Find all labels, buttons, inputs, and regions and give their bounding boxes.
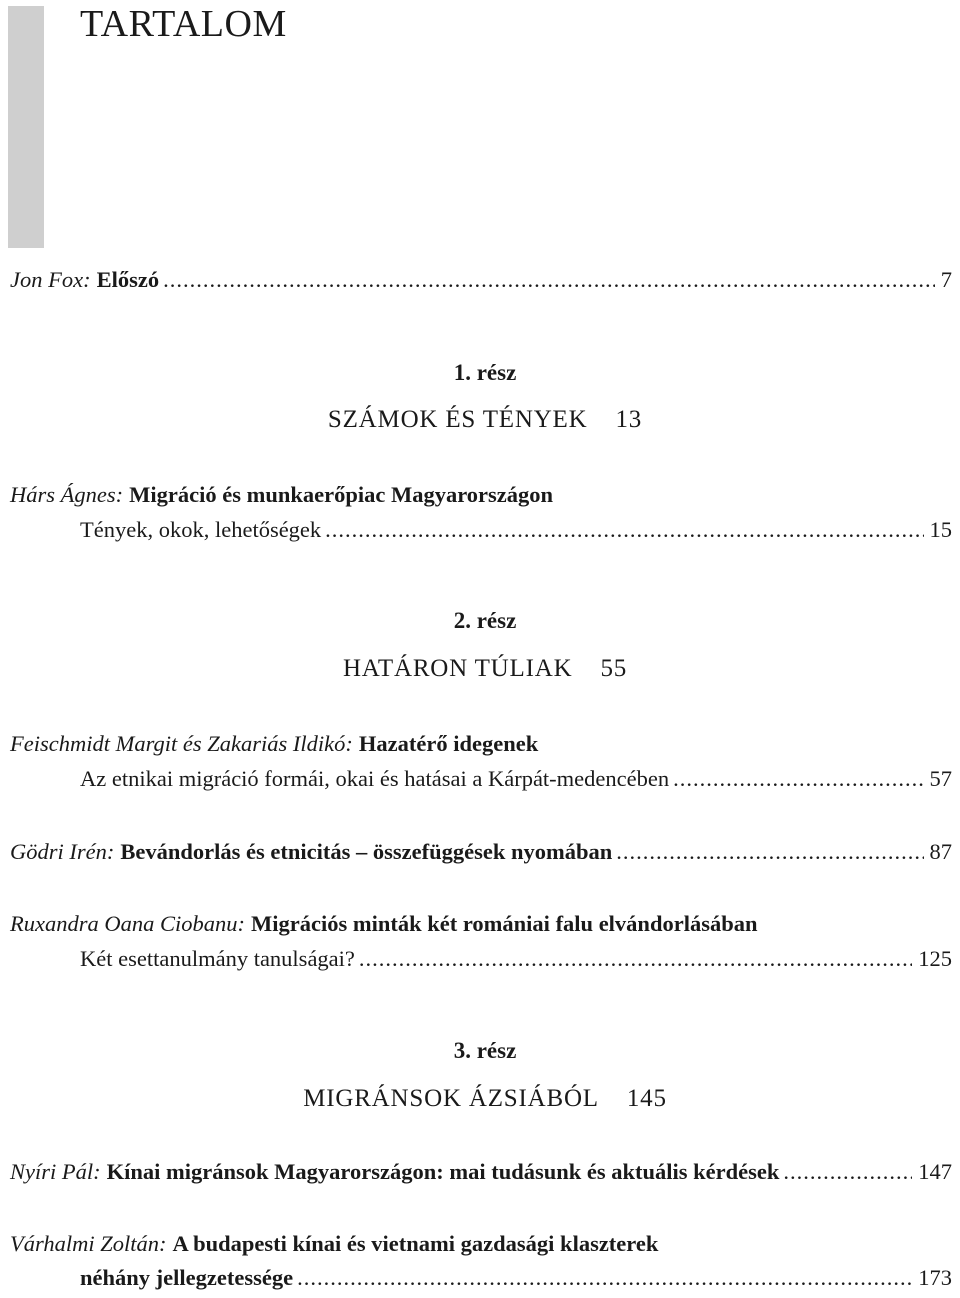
entry-page-number: 173 [918,1265,952,1290]
entry-subtitle: néhány jellegzetessége [80,1265,294,1290]
dot-leader [783,1158,912,1186]
toc-entry-subtitle-line[interactable] [80,945,952,973]
toc-entry[interactable] [10,838,952,866]
part-title: MIGRÁNSOK ÁZSIÁBÓL [303,1085,599,1112]
dot-leader [325,516,923,544]
toc-entry[interactable] [10,910,952,938]
toc-entry[interactable] [10,481,952,509]
entry-page-number: 7 [940,267,952,292]
entry-page-number: 57 [929,766,952,791]
entry-subtitle: Az etnikai migráció formái, okai és hatásai a Kárpát-medencében [80,766,670,791]
dot-leader [616,838,923,866]
toc-entry-subtitle-line[interactable] [80,765,952,793]
part-page-number: 145 [626,1085,667,1112]
part-heading[interactable] [0,655,960,683]
entry-author: Gödri Irén: [10,839,115,864]
entry-author: Ruxandra Oana Ciobanu: [10,911,245,936]
part-title: SZÁMOK ÉS TÉNYEK [327,406,588,433]
entry-page-number: 147 [918,1159,952,1184]
entry-title: Migrációs minták két romániai falu elvándorlásában [251,911,758,936]
toc-entry-foreword[interactable] [10,266,952,294]
entry-page-number: 15 [929,517,952,542]
entry-subtitle: Tények, okok, lehetőségek [80,517,322,542]
part-page-number: 13 [615,406,643,433]
dot-leader [359,945,912,973]
entry-title: Hazatérő idegenek [358,731,539,756]
toc-entry[interactable] [10,1230,952,1258]
entry-page-number: 125 [918,946,952,971]
entry-author: Nyíri Pál: [10,1159,101,1184]
entry-title: Kínai migránsok Magyarországon: mai tudásunk és aktuális kérdések [106,1159,780,1184]
page-title: TARTALOM [80,3,287,45]
part-heading[interactable] [0,406,960,434]
entry-title: Migráció és munkaerőpiac Magyarországon [129,482,554,507]
dot-leader [163,266,935,294]
part-number: 2. rész [453,608,517,633]
entry-title: A budapesti kínai és vietnami gazdasági klaszterek [172,1231,659,1256]
part-heading[interactable] [0,1085,960,1113]
dot-leader [297,1264,912,1292]
entry-subtitle: Két esettanulmány tanulságai? [80,946,355,971]
toc-entry[interactable] [10,1158,952,1186]
toc-entry-subtitle-line[interactable] [80,516,952,544]
entry-title: Előszó [96,267,160,292]
entry-author: Jon Fox: [10,267,91,292]
part-number: 1. rész [453,360,517,385]
toc-entry-subtitle-line[interactable] [80,1264,952,1292]
entry-author: Várhalmi Zoltán: [10,1231,167,1256]
toc-entry[interactable] [10,730,952,758]
entry-author: Feischmidt Margit és Zakariás Ildikó: [10,731,353,756]
part-page-number: 55 [600,655,628,682]
part-title: HATÁRON TÚLIAK [342,655,573,682]
entry-author: Hárs Ágnes: [10,482,124,507]
entry-page-number: 87 [929,839,952,864]
dot-leader [673,765,923,793]
decorative-side-bar [8,6,44,248]
entry-title: Bevándorlás és etnicitás – összefüggések nyomában [120,839,613,864]
part-number: 3. rész [453,1038,517,1063]
